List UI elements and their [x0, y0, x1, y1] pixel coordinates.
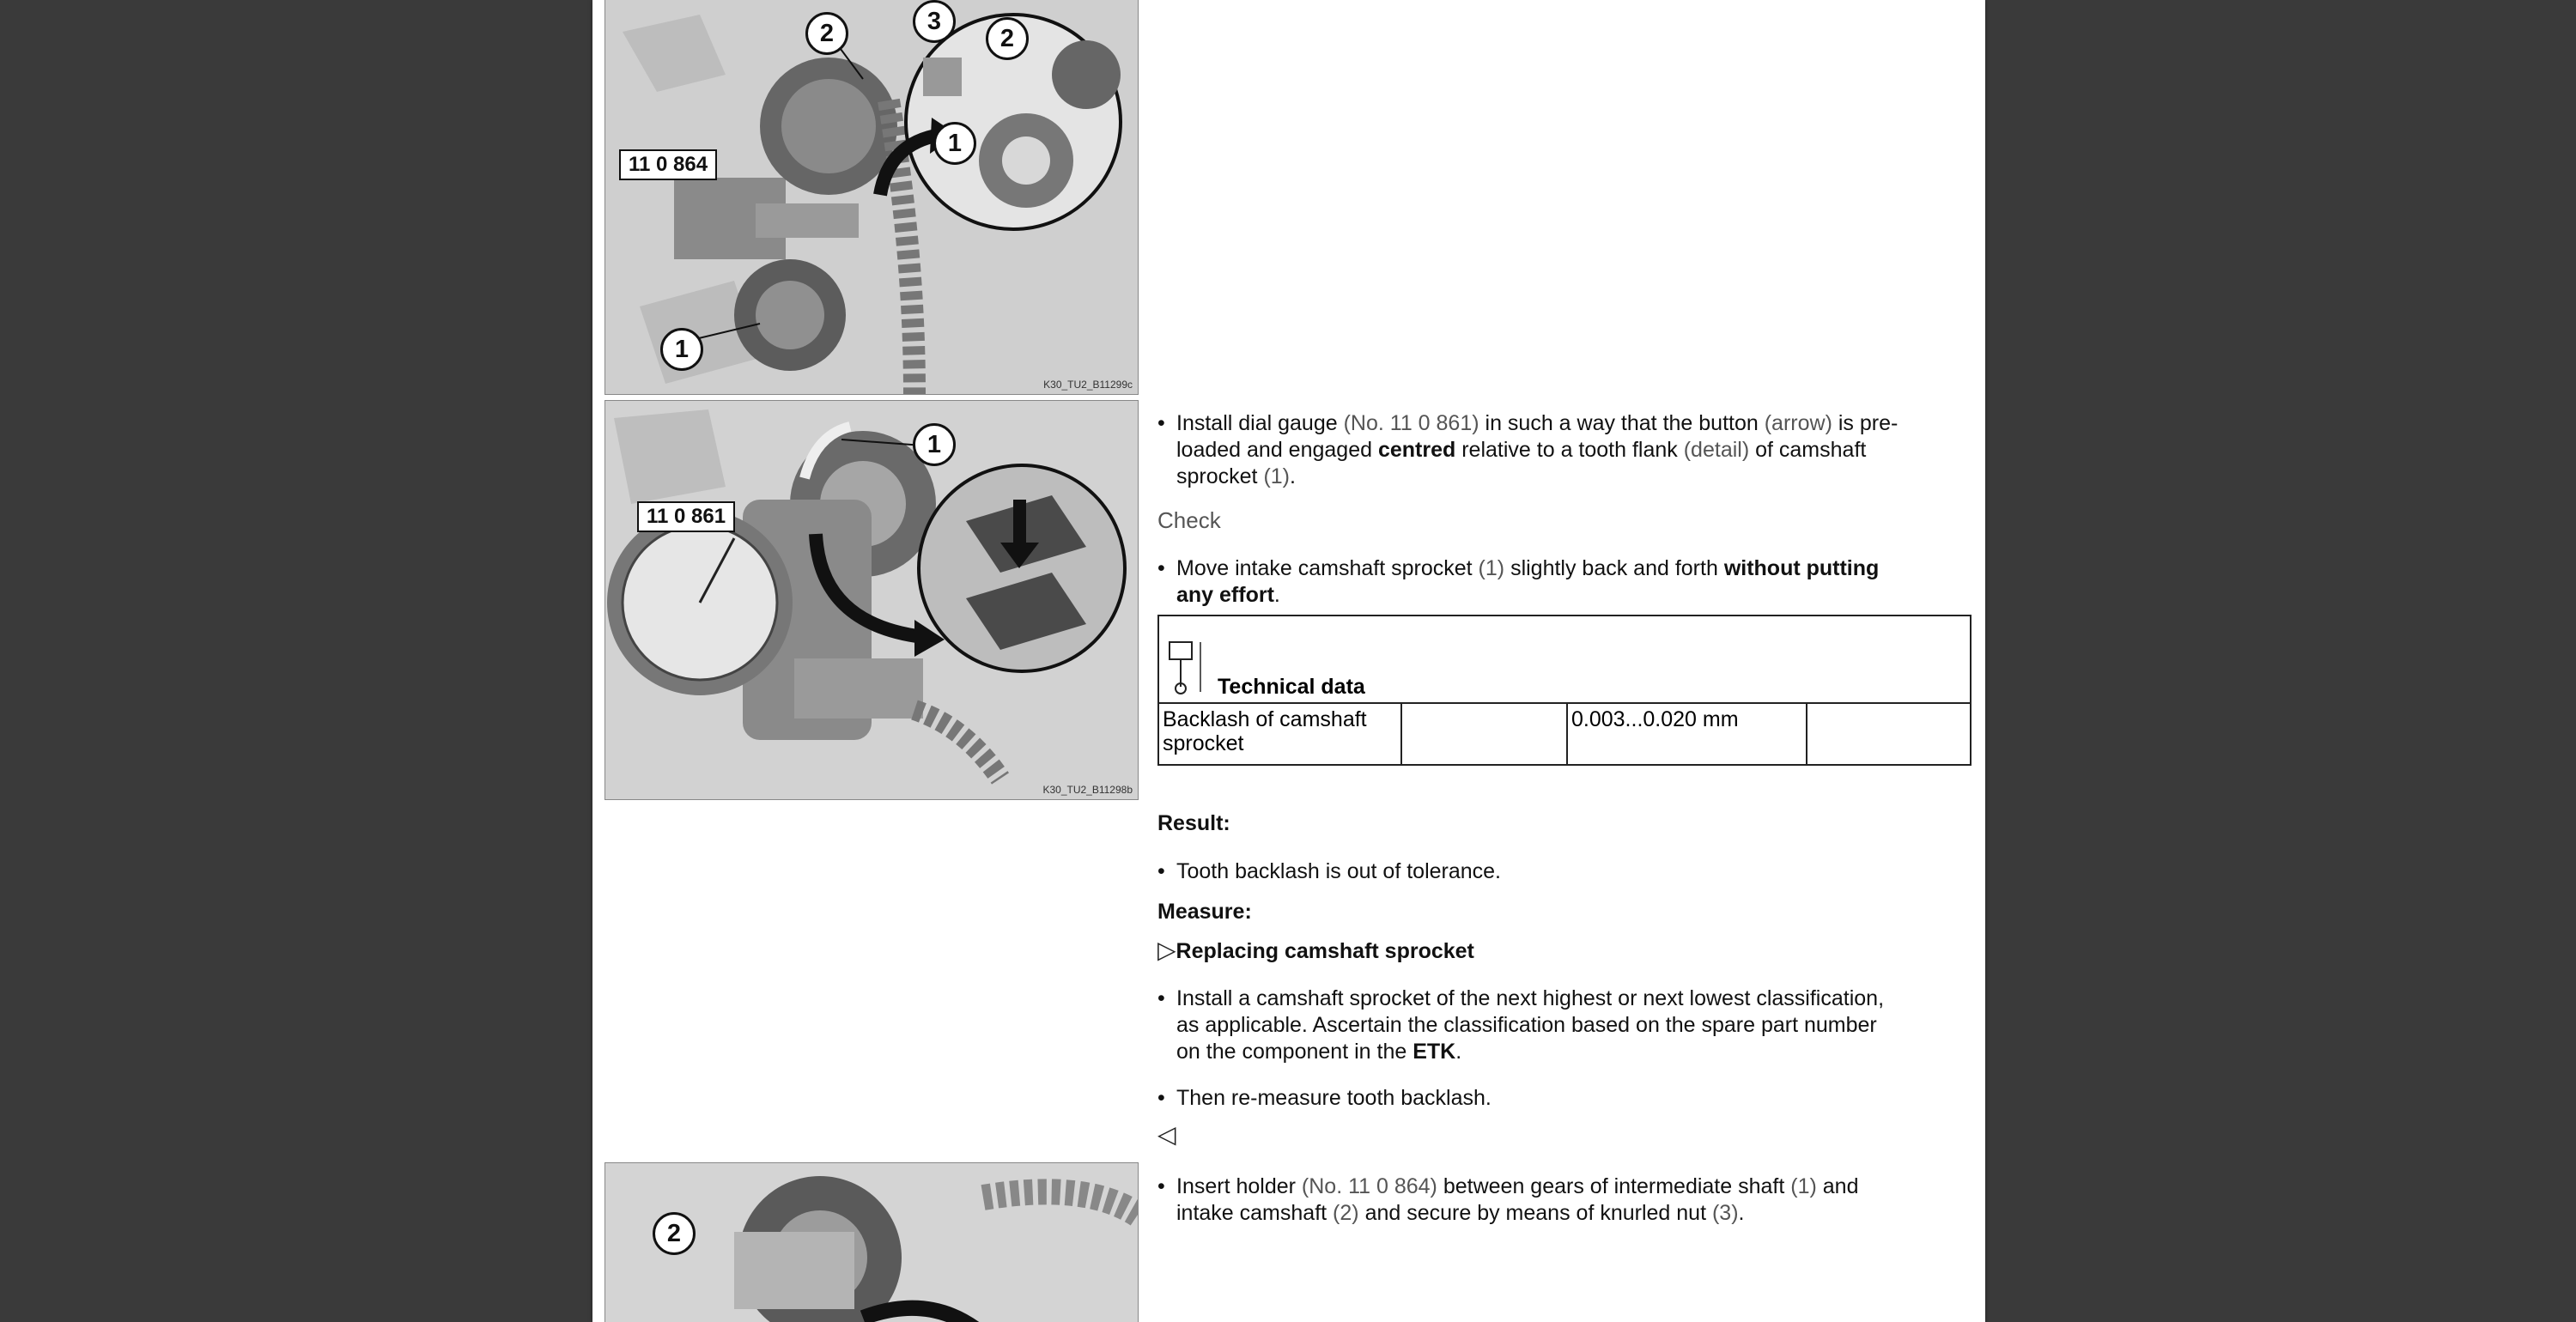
measure-heading: Measure:: [1157, 900, 1252, 924]
result-text: • Tooth backlash is out of tolerance.: [1157, 859, 1502, 883]
callout-1-detail: 1: [933, 122, 976, 165]
replacing-camshaft-sprocket-link[interactable]: Replacing camshaft sprocket: [1176, 939, 1474, 963]
step-install-dial-gauge: • Install dial gauge (No. 11 0 861) in such a way that the button (arrow) is pre- loaded and engaged centred relative to a tooth flank (detail) of camshaft sprocket (1).: [1157, 411, 1899, 488]
step-install-sprocket: • Install a camshaft sprocket of the next highest or next lowest classification, as applicable. Ascertain the classification based on the spare part number on the component in the ETK.: [1157, 986, 1885, 1064]
empty-cell: [1807, 703, 1971, 765]
tool-number-label: 11 0 864: [619, 149, 717, 180]
callout-2: 2: [805, 12, 848, 55]
check-heading: Check: [1157, 507, 1221, 533]
figure-holder-install: [605, 0, 1139, 395]
document-page: [592, 0, 1985, 1322]
triangle-left-icon[interactable]: ◁: [1157, 1121, 1176, 1148]
callout-2: 2: [653, 1212, 696, 1255]
backlash-label-cell: Backlash of camshaft sprocket: [1158, 703, 1401, 765]
backlash-value-cell: 0.003...0.020 mm: [1567, 703, 1807, 765]
figure-2-illustration: [605, 401, 1138, 799]
technical-data-header: [1158, 616, 1971, 703]
tool-number-label: 11 0 861: [637, 501, 735, 532]
triangle-right-icon: ▷: [1157, 937, 1176, 963]
figure-code: K30_TU2_B11299c: [1043, 379, 1133, 391]
result-heading: Result:: [1157, 811, 1230, 835]
step-remeasure: • Then re-measure tooth backlash.: [1157, 1086, 1492, 1110]
bullet: •: [1157, 411, 1165, 435]
callout-1: 1: [913, 423, 956, 466]
measure-link-row[interactable]: [1157, 937, 1965, 965]
technical-data-title: Technical data: [1218, 675, 1365, 699]
figure-holder-insert: [605, 1162, 1139, 1322]
step-insert-holder: • Insert holder (No. 11 0 864) between gears of intermediate shaft (1) and intake camshaft (2) and secure by means of knurled nut (3).: [1157, 1174, 1859, 1225]
technical-data-table: [1157, 615, 1971, 766]
figure-code: K30_TU2_B11298b: [1042, 784, 1133, 796]
callout-3: 3: [913, 0, 956, 43]
empty-cell: [1401, 703, 1567, 765]
step-move-sprocket: • Move intake camshaft sprocket (1) slightly back and forth without putting any effort.: [1157, 556, 1880, 607]
callout-2b: 2: [986, 17, 1029, 60]
end-marker[interactable]: [1157, 1121, 1965, 1149]
figure-dial-gauge: [605, 400, 1139, 800]
callout-1: 1: [660, 328, 703, 371]
piston-icon: [1163, 635, 1211, 699]
